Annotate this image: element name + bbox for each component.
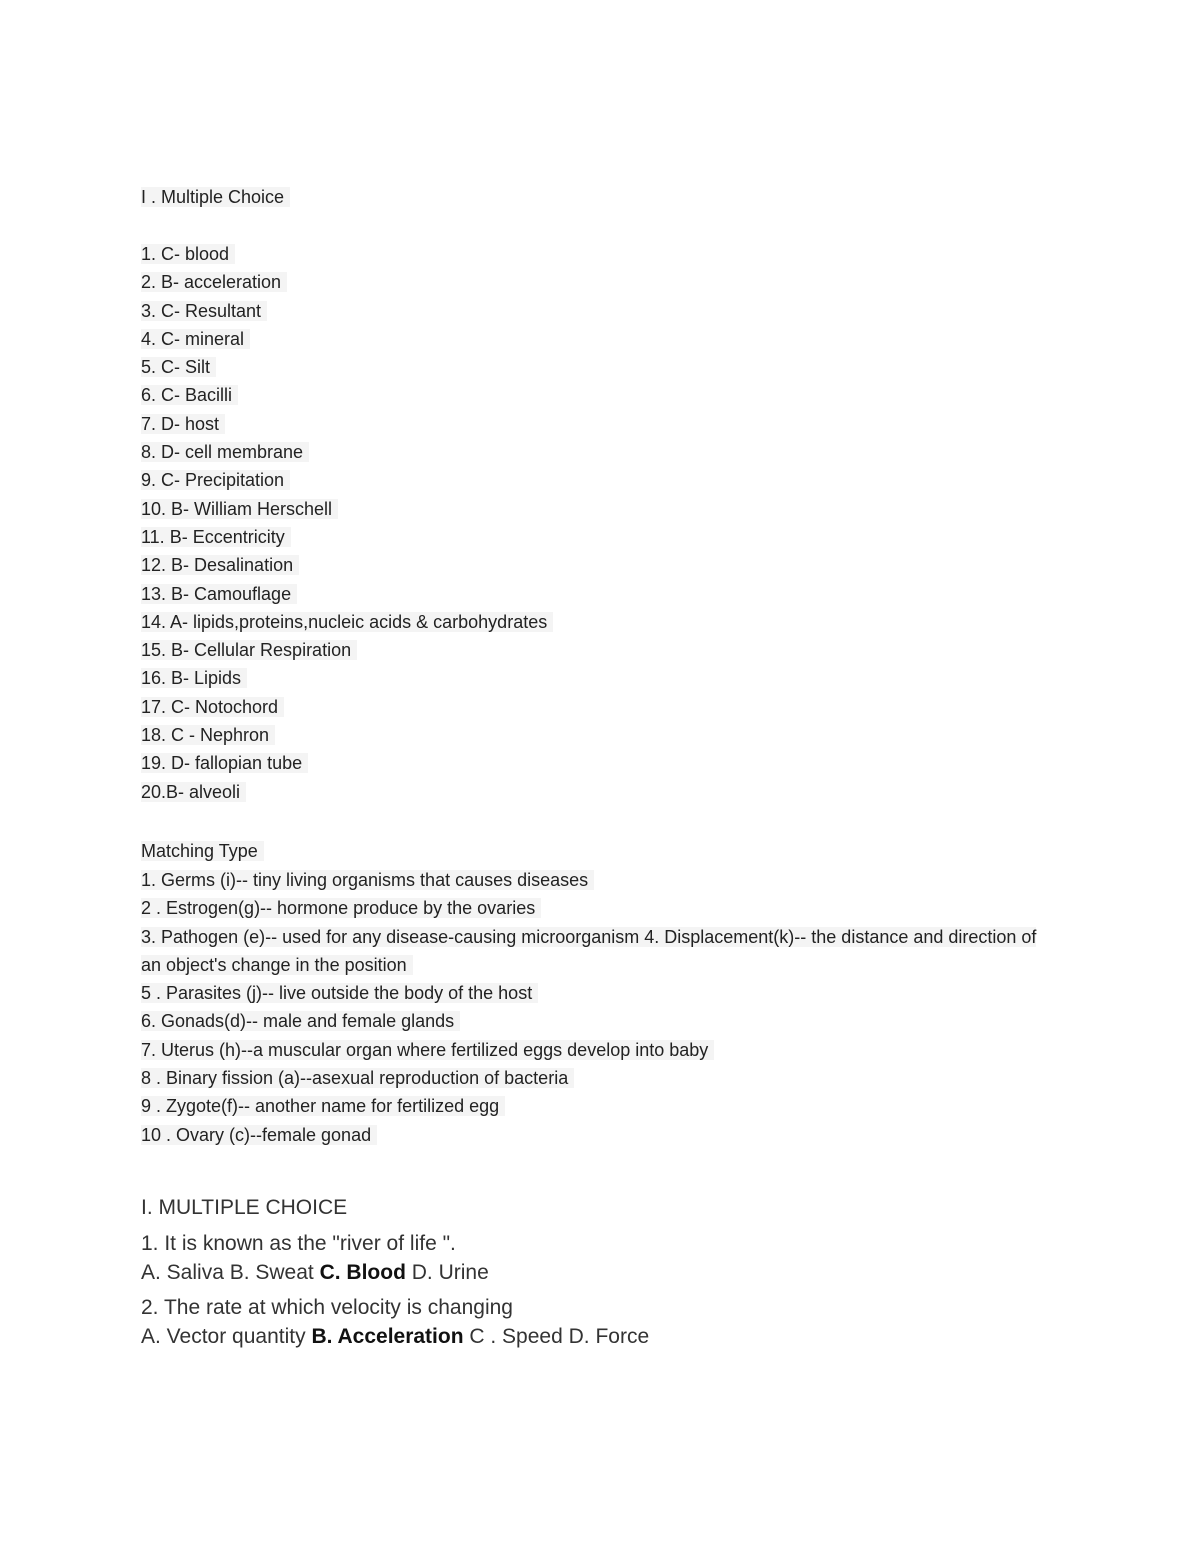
quiz-heading: I. MULTIPLE CHOICE bbox=[141, 1196, 348, 1219]
multiple-choice-heading bbox=[141, 184, 290, 210]
answer-key-item: 20.B- alveoli bbox=[141, 778, 553, 806]
answer-key-item: 6. C- Bacilli bbox=[141, 381, 553, 409]
answer-key-item: 12. B- Desalination bbox=[141, 551, 553, 579]
matching-item: 10 . Ovary (c)--female gonad bbox=[141, 1121, 1061, 1149]
quiz-question-block bbox=[141, 1293, 1061, 1351]
answer-key-item: 9. C- Precipitation bbox=[141, 466, 553, 494]
answer-key-item: 13. B- Camouflage bbox=[141, 580, 553, 608]
matching-item: 1. Germs (i)-- tiny living organisms that causes diseases bbox=[141, 866, 1061, 894]
answer-key-item: 7. D- host bbox=[141, 410, 553, 438]
matching-type-heading bbox=[141, 838, 264, 864]
correct-answer: C. Blood bbox=[319, 1261, 406, 1284]
matching-item: 8 . Binary fission (a)--asexual reproduction of bacteria bbox=[141, 1064, 1061, 1092]
question-text: 1. It is known as the "river of life ". bbox=[141, 1232, 456, 1255]
options-after: D. Urine bbox=[405, 1261, 489, 1284]
answer-key-item: 14. A- lipids,proteins,nucleic acids & carbohydrates bbox=[141, 608, 553, 636]
question-options bbox=[141, 1322, 1061, 1351]
matching-item: 2 . Estrogen(g)-- hormone produce by the ovaries bbox=[141, 894, 1061, 922]
answer-key-item: 15. B- Cellular Respiration bbox=[141, 636, 553, 664]
question-options bbox=[141, 1258, 1061, 1287]
answer-key-item: 19. D- fallopian tube bbox=[141, 749, 553, 777]
answer-key-item: 4. C- mineral bbox=[141, 325, 553, 353]
answer-key-item: 11. B- Eccentricity bbox=[141, 523, 553, 551]
matching-item: 5 . Parasites (j)-- live outside the body of the host bbox=[141, 979, 1061, 1007]
answer-key-item: 1. C- blood bbox=[141, 240, 553, 268]
answer-key-item: 5. C- Silt bbox=[141, 353, 553, 381]
answer-key-item: 18. C - Nephron bbox=[141, 721, 553, 749]
options-before: A. Vector quantity bbox=[141, 1325, 312, 1348]
answer-key-item: 2. B- acceleration bbox=[141, 268, 553, 296]
matching-type-list bbox=[141, 866, 1061, 1149]
matching-item: 6. Gonads(d)-- male and female glands bbox=[141, 1007, 1061, 1035]
options-after: C . Speed D. Force bbox=[463, 1325, 650, 1348]
matching-item: 9 . Zygote(f)-- another name for fertilized egg bbox=[141, 1092, 1061, 1120]
answer-key-item: 16. B- Lipids bbox=[141, 664, 553, 692]
correct-answer: B. Acceleration bbox=[311, 1325, 464, 1348]
answer-key-list bbox=[141, 240, 553, 806]
answer-key-item: 17. C- Notochord bbox=[141, 693, 553, 721]
quiz-section bbox=[141, 1193, 1061, 1357]
answer-key-item: 8. D- cell membrane bbox=[141, 438, 553, 466]
quiz-question-block bbox=[141, 1229, 1061, 1287]
options-before: A. Saliva B. Sweat bbox=[141, 1261, 320, 1284]
answer-key-item: 10. B- William Herschell bbox=[141, 495, 553, 523]
matching-item: 7. Uterus (h)--a muscular organ where fertilized eggs develop into baby bbox=[141, 1036, 1061, 1064]
matching-item: 3. Pathogen (e)-- used for any disease-causing microorganism 4. Displacement(k)-- the distance and direction of an object's change in the position bbox=[141, 926, 1037, 975]
matching-type-heading-text: Matching Type bbox=[141, 841, 264, 861]
question-text: 2. The rate at which velocity is changing bbox=[141, 1296, 513, 1319]
multiple-choice-heading-text: I . Multiple Choice bbox=[141, 187, 290, 207]
answer-key-item: 3. C- Resultant bbox=[141, 297, 553, 325]
